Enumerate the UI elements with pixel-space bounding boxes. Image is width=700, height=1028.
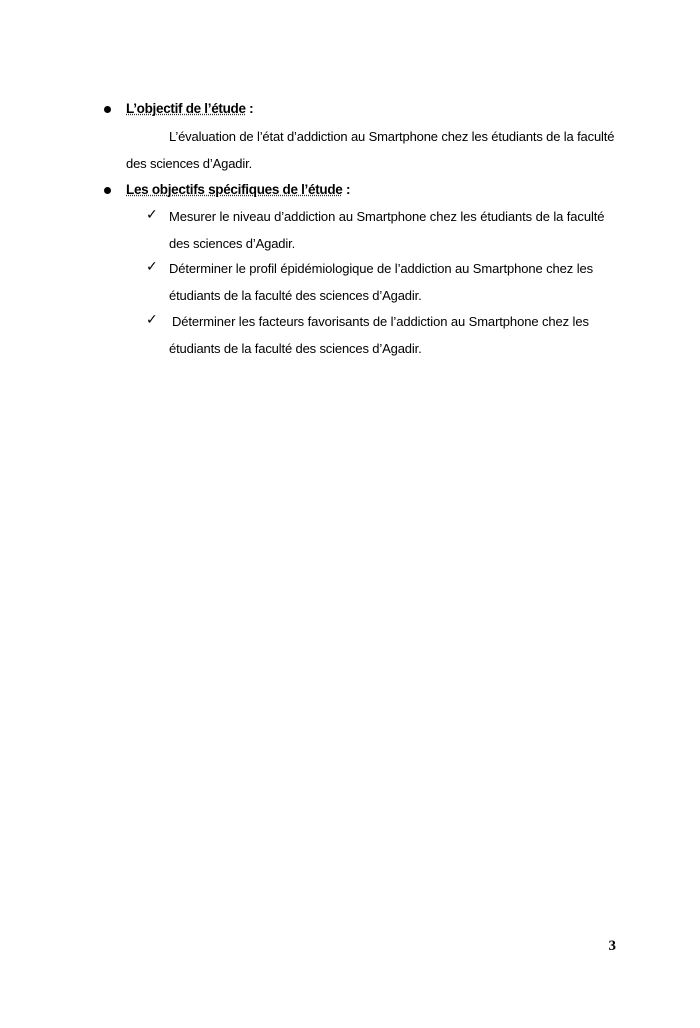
- checkmark-icon: ✓: [146, 312, 158, 328]
- general-objective-line-1: L’évaluation de l’état d’addiction au Smartphone chez les étudiants de la faculté: [169, 129, 615, 144]
- specific-objective-1-line-1: Mesurer le niveau d’addiction au Smartphone chez les étudiants de la faculté: [169, 209, 605, 224]
- bullet-dot-icon: [104, 106, 111, 113]
- specific-objective-2-line-2: étudiants de la faculté des sciences d’Agadir.: [169, 288, 422, 303]
- heading-colon: :: [245, 101, 254, 116]
- checkmark-icon: ✓: [146, 207, 158, 223]
- checkmark-icon: ✓: [146, 259, 158, 275]
- general-objective-heading: [126, 101, 253, 116]
- specific-objective-1-line-2: des sciences d’Agadir.: [169, 236, 296, 251]
- specific-objective-3-line-2: étudiants de la faculté des sciences d’Agadir.: [169, 341, 422, 356]
- specific-objectives-title: Les objectifs spécifiques de l’étude: [126, 182, 343, 197]
- bullet-dot-icon: [104, 187, 111, 194]
- heading-colon: :: [342, 182, 351, 197]
- specific-objective-2-line-1: Déterminer le profil épidémiologique de l’addiction au Smartphone chez les: [169, 261, 594, 276]
- general-objective-line-2: des sciences d’Agadir.: [126, 156, 253, 171]
- specific-objectives-heading: [126, 182, 350, 197]
- specific-objective-3-line-1: Déterminer les facteurs favorisants de l’addiction au Smartphone chez les: [172, 314, 589, 329]
- page-number: 3: [608, 938, 616, 954]
- general-objective-title: L’objectif de l’étude: [126, 101, 246, 116]
